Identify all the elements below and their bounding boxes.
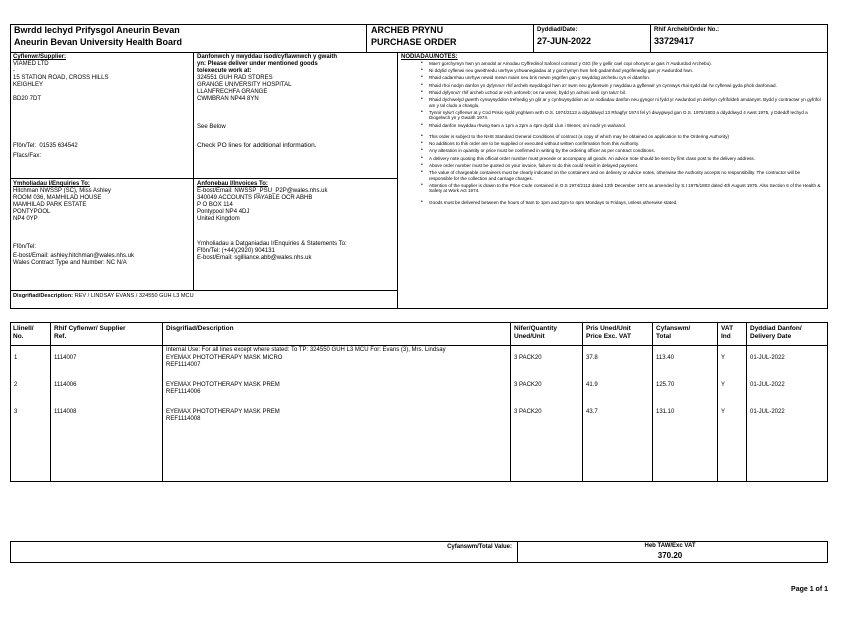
description-line [13,293,194,300]
cell-total: 125.70 [656,382,675,388]
description-label: Disgrifiad/Description: [13,293,73,299]
description-value: REV / LINDSAY EVANS / 324550 GUH L3 MCU [74,293,194,299]
cell-ref: 1114007 [54,355,77,361]
note-item: • Above order number must be quoted on your invoice, failure to do this could result in delayed payment. [401,163,821,169]
cell-desc: EYEMAX PHOTOTHERAPY MASK MICRO [166,355,283,361]
cell-qty: 3 PACK20 [514,355,542,361]
enquiries-line: PONTYPOOL [13,209,51,215]
header-quantity: Nifer/Quantity Uned/Unit [514,325,557,340]
cell-ref: 1114008 [54,409,77,415]
note-item: • Goods must be delivered between the hours of 9am to 1pm and 2pm to 4pm Mondays to Fridays, unless otherwise stated. [401,200,821,206]
cell-qty: 3 PACK20 [514,382,542,388]
cell-ref: 1114006 [54,382,77,388]
date-value: 27-JUN-2022 [537,36,592,46]
note-item: • No additions to this order are to be supplied or executed without written confirmation from this Authority. [401,141,821,147]
cell-vat: Y [721,382,726,388]
cell-line: 2 [14,382,18,388]
cell-desc-ref: REF1114008 [166,416,201,422]
cell-total: 113.40 [656,355,674,361]
order-no-value: 33729417 [654,36,695,46]
note-item: • Attention of the supplier is drawn to the Price Code contained in O.S 1974/2113 dated 13th December 1974 as amended by S.I 1975/1803 dated 4th August 1975. Also Section 6 of the Health & Safety at Work Act 1974. [401,183,821,194]
doc-title-english: PURCHASE ORDER [371,37,457,47]
delivery-label-english: to/execute work at: [197,68,252,74]
invoices-line: Pontypool NP4 4DJ [197,209,250,215]
cell-desc: EYEMAX PHOTOTHERAPY MASK PREM [166,409,280,415]
divider [397,52,398,309]
notes-list [401,61,821,207]
cell-date: 01-JUL-2022 [750,355,785,361]
note-item: • Mae'r gorchymyn hwn yn amodol ar Amodau Cyffredinol Safonol contract y GIG (lle y gellir cael copi ohonynt ar gais i'r Awdurdod Archebu). [401,61,821,67]
col-divider [162,322,163,482]
header-supplier-ref: Rhif Cyflenwr/ Supplier Ref. [54,325,126,340]
cell-desc-ref: REF1114007 [166,362,201,368]
page-number: Page 1 of 1 [791,586,828,593]
cell-price: 43.7 [586,409,598,415]
note-item: • The value of chargeable containers must be clearly indicated on the containers and on delivery or advice notes, otherwise the Authority accepts no responsibility. The contractor will be responsible for the collection and carriage charges. [401,170,821,181]
invoices-line[interactable]: E-bost/Email: NWSSP_PSU_P2P@wales.nhs.uk [197,188,328,194]
check-po-text: Check PO lines for additional information. [197,142,317,149]
note-item: • This order is subject to the NHS Standard General Conditions of contract (a copy of which may be obtained on application to the Ordering Authority) [401,134,821,140]
notes-label: NODIADAU/NOTES: [401,54,458,60]
invoices-line: United Kingdom [197,216,240,222]
cell-date: 01-JUL-2022 [750,382,785,388]
note-item: • A delivery note quoting this official order number must precede or accompany all goods. An advice note should be sent by first class post to the delivery address. [401,156,821,162]
enquiries-line: Hitchman NWSSP (SC), Miss Ashley [13,188,111,194]
table-row [0,382,842,402]
note-item: • Rhaid cadarnhau unrhyw newid mewn maint neu bris mewn ysgrifen gan y swyddog archebu cyn ei ddanfon. [401,75,821,81]
supplier-line: KEIGHLEY [13,82,44,88]
table-row [0,355,842,375]
divider [366,24,367,53]
cell-qty: 3 PACK20 [514,409,542,415]
org-name-english: Aneurin Bevan University Health Board [14,37,183,47]
supplier-phone: Ffôn/Tel: 01535 634542 [13,143,78,149]
divider [533,24,534,53]
invoices-address [197,188,327,223]
cell-line: 1 [14,355,18,361]
statements-phone: Ffôn/Tel: (+44)(2920) 904131 [197,248,275,254]
header-vat: VAT Ind [721,325,734,340]
col-divider [746,322,747,482]
cell-vat: Y [721,409,726,415]
col-divider [652,322,653,482]
supplier-label: Cyflenwr/Supplier: [13,54,67,60]
divider [10,178,397,179]
cell-price: 41.9 [586,382,598,388]
table-header-divider [10,345,828,346]
supplier-line: VIAMED LTD [13,61,49,67]
supplier-fax: Ffacs/Fax: [13,153,42,159]
cell-price: 37.8 [586,355,598,361]
supplier-line [13,89,108,96]
note-item: • Ni ddylid cyflenwi neu gweithredu unrhyw ychwanegiadau at y gorchymyn hwn heb gadarnhad ysgrifenedig gan yr Awdurdod hwn. [401,68,821,74]
enquiries-email[interactable]: E-bost/Email: ashley.hitchman@wales.nhs.uk [13,253,135,259]
enquiries-line: MAMHILAD PARK ESTATE [13,202,87,208]
header-total: Cyfanswm/ Total [656,325,691,340]
see-below-text: See Below [197,124,226,130]
note-item: • Rhaid dyfynnu'r rhif archeb uchod ar eich anfoneb; os na wneir, bydd yn achosi oedi cyn talu'r bil. [401,90,821,96]
divider [193,52,194,290]
cell-vat: Y [721,355,726,361]
header-delivery-date: Dyddiad Danfon/ Delivery Date [750,325,802,340]
table-row [0,409,842,429]
note-item: • Any alteration in quantity or price must be confirmed in writing by the ordering officer as per contract conditions. [401,148,821,154]
total-value-label: Cyfanswm/Total Value: [447,544,512,550]
col-divider [510,322,511,482]
enquiries-phone: Ffôn/Tel: [13,244,37,250]
col-divider [717,322,718,482]
divider [10,290,397,291]
date-label: Dyddiad/Date: [537,27,578,33]
supplier-address [13,61,108,103]
cell-date: 01-JUL-2022 [750,409,785,415]
invoices-label: Anfonebau I/Invoices To: [197,181,268,187]
note-item: • Tynnir sylw'r cyflenwr at y Cod Prisio sydd ynghlwm wrth O.S. 1974/2113 a ddyddiwyd 13 Rhagfyr 1974 fel y'i diwygiwyd gan O.S. 1975/1803 a ddyddiwyd 4 Awst 1975, y Ddeddf Iechyd a Diogelwch yn y Gwaith 1974. [401,110,821,121]
col-divider [50,322,51,482]
statements-label: Ymholiadau a Datganiadau I/Enquiries & Statements To: [197,241,347,247]
order-no-label: Rhif Archeb/Order No.: [654,27,720,33]
enquiries-line: ROOM 036, MAMHILAD HOUSE [13,195,102,201]
statements-email[interactable]: E-bost/Email: sgilliance.abb@wales.nhs.uk [197,255,312,261]
doc-title-welsh: ARCHEB PRYNU [371,25,444,35]
delivery-line: 324551 GUH RAD STORES [197,75,273,81]
col-divider [517,541,518,563]
supplier-line: BD20 7DT [13,96,42,102]
delivery-address [197,75,291,103]
cell-desc-ref: REF1114006 [166,389,201,395]
cell-desc: EYEMAX PHOTOTHERAPY MASK PREM [166,382,280,388]
note-item: • Rhaid dychwelyd gwerth cynwysyddion trefnedig yn glir ar y cynhwysyddion ac ar nodiadau danfon neu gyngor ni fydd yr Awdurdod yn derbyn cyfrifoldeb amdanynt. Bydd y contractwr yn gyfrifol am y tal cludo a chasglu. [401,97,821,108]
org-name-welsh: Bwrdd Iechyd Prifysgol Aneurin Bevan [14,25,180,35]
cell-line: 3 [14,409,18,415]
enquiries-address [13,188,111,223]
divider [650,24,651,53]
line-items-table [10,322,828,482]
invoices-line: 340049 ACCOUNTS PAYABLE OCR ABHB [197,195,313,201]
wales-contract: Wales Contract Type and Number: NC N/A [13,260,127,266]
delivery-line: CWMBRAN NP44 8YN [197,96,259,102]
internal-use-text: Internal Use: For all lines except where stated: To TP: 324550 GUH L3 MCU For: Evans (3), Mrs. Lindsay [166,347,446,353]
invoices-line: P O BOX 114 [197,202,233,208]
header-line-no: Llinell/ No. [13,325,34,340]
total-value: 370.20 [657,551,683,560]
note-item: • Rhaid danfon nwyddau rhwng 9am a 1pm a 2pm a 4pm dydd Llun i Wener, oni nodir yn wahanol. [401,123,821,129]
exc-vat-label: Heb TAW/Exc VAT [644,543,696,549]
note-item: • Rhaid rhoi nodyn danfon yn dyfynnu'r rhif archeb swyddogol hwn a'r swm neu gyfanswm y nwyddau a gyflenwir yn cynnwys rhai sydd dal i'w cyflenwi gyda phob danfoniad. [401,83,821,89]
delivery-line: GRANGE UNIVERSITY HOSPITAL [197,82,292,88]
enquiries-line: NP4 0YP [13,216,38,222]
col-divider [582,322,583,482]
supplier-line: 15 STATION ROAD, CROSS HILLS [13,75,109,81]
delivery-label-welsh: Danfonwch y nwyddau isod/cyflawnwch y gwaith [197,54,338,60]
header-description: Disgrifiad/Description [166,325,234,332]
supplier-line: - [13,68,15,74]
delivery-label-welsh-2: yn: Please deliver under mentioned goods [197,61,318,67]
enquiries-label: Ymholiadau I/Enquiries To: [13,181,90,187]
delivery-line: LLANFRECHFA GRANGE [197,89,268,95]
header-unit-price: Pris Uned/Unit Price Exc. VAT [586,325,631,340]
cell-total: 131.10 [656,409,675,415]
